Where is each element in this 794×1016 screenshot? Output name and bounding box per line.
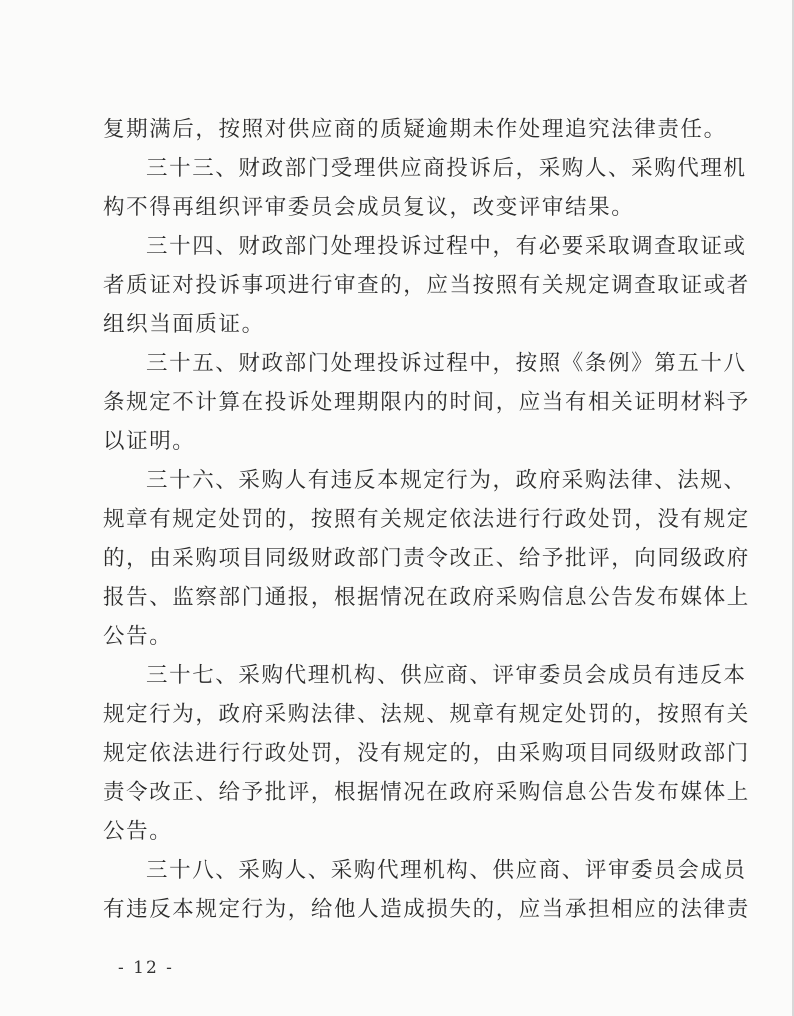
text-line: 的，由采购项目同级财政部门责令改正、给予批评，向同级政府 — [103, 546, 750, 571]
paragraph-36-line: 三十六、采购人有违反本规定行为，政府采购法律、法规、 — [146, 468, 747, 493]
text-line: 规章有规定处罚的，按照有关规定依法进行行政处罚，没有规定 — [103, 507, 750, 532]
text-line: 有违反本规定行为，给他人造成损失的，应当承担相应的法律责 — [103, 897, 750, 922]
paragraph-37-line: 三十七、采购代理机构、供应商、评审委员会成员有违反本 — [146, 663, 747, 688]
paragraph-34-line: 三十四、财政部门处理投诉过程中，有必要采取调查取证或 — [146, 234, 747, 259]
text-line: 规定行为，政府采购法律、法规、规章有规定处罚的，按照有关 — [103, 702, 750, 727]
page-number: - 12 - — [118, 958, 174, 978]
text-line: 构不得再组织评审委员会成员复议，改变评审结果。 — [103, 195, 635, 220]
text-line: 公告。 — [103, 819, 173, 844]
paragraph-38-line: 三十八、采购人、采购代理机构、供应商、评审委员会成员 — [146, 858, 747, 883]
text-line: 报告、监察部门通报，根据情况在政府采购信息公告发布媒体上 — [103, 585, 750, 610]
text-line: 责令改正、给予批评，根据情况在政府采购信息公告发布媒体上 — [103, 780, 750, 805]
text-line: 以证明。 — [103, 429, 196, 454]
paragraph-33-line: 三十三、财政部门受理供应商投诉后，采购人、采购代理机 — [146, 156, 747, 181]
text-line: 规定依法进行行政处罚，没有规定的，由采购项目同级财政部门 — [103, 741, 750, 766]
text-line: 公告。 — [103, 624, 173, 649]
text-line: 条规定不计算在投诉处理期限内的时间，应当有相关证明材料予 — [103, 390, 750, 415]
paragraph-35-line: 三十五、财政部门处理投诉过程中，按照《条例》第五十八 — [146, 351, 747, 376]
text-line: 组织当面质证。 — [103, 312, 265, 337]
text-line: 复期满后，按照对供应商的质疑逾期未作处理追究法律责任。 — [103, 117, 727, 142]
text-line: 者质证对投诉事项进行审查的，应当按照有关规定调查取证或者 — [103, 273, 750, 298]
document-body — [103, 110, 750, 929]
